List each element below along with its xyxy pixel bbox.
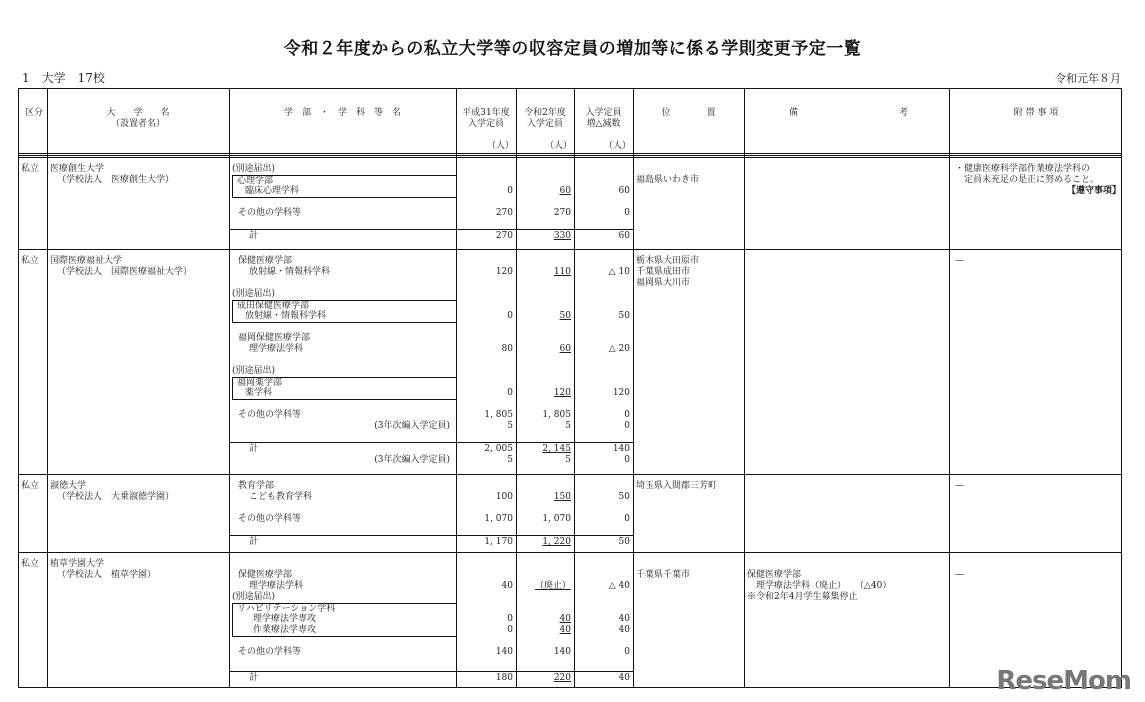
notes-line: 定員未充足の是正に努めること。 <box>955 175 1100 185</box>
r2-value: 60 <box>559 186 571 196</box>
r2-capacity <box>516 481 574 492</box>
dept-label: こども教育学科 <box>249 492 313 502</box>
h31-capacity: 80 <box>501 344 513 354</box>
header-univ-sub: （設置者名） <box>110 119 165 129</box>
h31-capacity: 0 <box>507 625 513 635</box>
h31-capacity: 0 <box>507 186 513 196</box>
founder-name: （学校法人 大乗淑徳学園） <box>57 492 175 502</box>
dept-lines <box>229 256 633 432</box>
dept-label: 理学療法学科 <box>249 581 304 591</box>
founder-name: （学校法人 医療創生大学） <box>57 175 175 185</box>
dept-line <box>229 614 633 625</box>
dept-line <box>229 444 633 455</box>
capacity-change: 50 <box>618 492 630 502</box>
dept-label <box>229 559 456 570</box>
dept-line <box>229 492 633 503</box>
notes <box>955 256 1121 267</box>
r2-value: 60 <box>559 344 571 354</box>
r2-capacity <box>516 278 574 289</box>
r2-value: 1, 805 <box>542 410 571 420</box>
unit-label: （人） <box>544 141 572 151</box>
r2-value: 220 <box>553 673 571 683</box>
h31-capacity <box>456 278 516 289</box>
category: 私立 <box>21 559 40 569</box>
capacity-change: △ 10 <box>608 267 630 277</box>
capacity-change <box>574 559 633 570</box>
dept-line <box>229 164 633 175</box>
dept-line <box>229 377 633 388</box>
header-location: 位 置 <box>661 108 716 118</box>
h31-capacity <box>456 481 516 492</box>
founder-name: （学校法人 植草学園） <box>57 570 157 580</box>
notes-line: — <box>955 481 964 491</box>
dept-line <box>229 355 633 366</box>
dept-line <box>229 208 633 219</box>
dept-line <box>229 278 633 289</box>
r2-capacity <box>516 570 574 581</box>
r2-capacity <box>516 322 574 333</box>
capacity-change: 0 <box>624 421 630 431</box>
dept-line <box>229 322 633 333</box>
r2-capacity <box>516 366 574 377</box>
dept-label: 薬学科 <box>245 388 273 398</box>
total-block <box>229 442 633 474</box>
h31-capacity: 180 <box>495 673 513 683</box>
header-h31-b: 入学定員 <box>467 119 504 129</box>
dept-label: 心理学部 <box>237 176 274 186</box>
r2-capacity <box>516 455 574 466</box>
h31-capacity: 40 <box>501 581 513 591</box>
university-row <box>19 249 1121 474</box>
h31-capacity <box>456 289 516 300</box>
university-name: 淑徳大学 <box>50 481 87 491</box>
dept-line <box>229 537 633 548</box>
dept-label: 保健医療学部 <box>238 256 293 266</box>
notes <box>955 481 1121 492</box>
dept-line <box>229 581 633 592</box>
r2-capacity <box>516 208 574 219</box>
r2-value: （廃止） <box>534 581 571 591</box>
dept-label: 計 <box>249 673 259 683</box>
h31-capacity: 0 <box>507 614 513 624</box>
h31-capacity: 1, 805 <box>484 410 513 420</box>
dept-line <box>229 399 633 410</box>
location-line: 栃木県大田原市 <box>636 256 700 266</box>
h31-capacity: 270 <box>495 231 513 241</box>
dept-line <box>229 514 633 525</box>
notes-line: — <box>955 256 964 266</box>
dept-label: 理学療法学専攻 <box>253 614 317 624</box>
notes <box>955 164 1121 197</box>
table-header <box>19 89 1121 156</box>
h31-capacity: 100 <box>495 492 513 502</box>
r2-capacity <box>516 164 574 175</box>
location-line: 福岡県大川市 <box>636 278 691 288</box>
dept-label: 福岡薬学部 <box>237 378 283 388</box>
r2-capacity <box>516 581 574 592</box>
capacity-change <box>574 278 633 289</box>
total-block <box>229 535 633 552</box>
capacity-change: 0 <box>624 208 630 218</box>
capacity-change <box>574 399 633 410</box>
dept-label: 福岡保健医療学部 <box>238 333 311 343</box>
r2-value: 140 <box>553 647 571 657</box>
header-univ: 大 学 名 <box>106 108 170 118</box>
dept-label: 計 <box>249 231 259 241</box>
r2-capacity <box>516 592 574 603</box>
dept-label: 放射線・情報科学科 <box>249 267 331 277</box>
r2-capacity <box>516 636 574 647</box>
r2-capacity <box>516 514 574 525</box>
dept-label: 教育学部 <box>238 481 275 491</box>
dept-line <box>229 625 633 636</box>
h31-capacity <box>456 366 516 377</box>
h31-capacity <box>456 592 516 603</box>
dept-line <box>229 603 633 614</box>
r2-value: 40 <box>559 625 571 635</box>
h31-capacity: 1, 070 <box>484 514 513 524</box>
dept-line <box>229 647 633 658</box>
r2-value: 2, 145 <box>542 444 571 454</box>
category: 私立 <box>21 164 40 174</box>
r2-capacity <box>516 256 574 267</box>
capacity-change: △ 40 <box>608 581 630 591</box>
capacity-change <box>574 503 633 514</box>
remarks-line: 保健医療学部 <box>747 570 802 580</box>
r2-value: 5 <box>565 421 571 431</box>
h31-capacity <box>456 355 516 366</box>
dept-line <box>229 410 633 421</box>
capacity-change <box>574 355 633 366</box>
location-line: 千葉県成田市 <box>636 267 691 277</box>
r2-capacity <box>516 344 574 355</box>
capacity-change: 50 <box>618 311 630 321</box>
resemom-logo: ReseMom <box>996 666 1131 696</box>
dept-line <box>229 388 633 399</box>
h31-capacity <box>456 164 516 175</box>
dept-line <box>229 344 633 355</box>
h31-capacity: 0 <box>507 388 513 398</box>
h31-capacity <box>456 503 516 514</box>
total-block <box>229 671 633 688</box>
r2-value: 110 <box>553 267 571 277</box>
remarks <box>747 559 891 603</box>
dept-line <box>229 300 633 311</box>
dept-label <box>229 503 456 514</box>
r2-capacity <box>516 614 574 625</box>
r2-capacity <box>516 410 574 421</box>
dept-label <box>229 322 456 333</box>
header-dept: 学 部 ・ 学 科 等 名 <box>283 108 401 118</box>
dept-label: 臨床心理学科 <box>245 186 300 196</box>
university-name: 国際医療福祉大学 <box>50 256 123 266</box>
dept-label <box>229 399 456 410</box>
r2-capacity <box>516 289 574 300</box>
capacity-change: 0 <box>624 410 630 420</box>
university-row <box>19 552 1121 688</box>
dept-label: その他の学科等 <box>238 514 302 524</box>
capacity-change: 0 <box>624 514 630 524</box>
dept-label: リハビリテーション学科 <box>237 604 336 614</box>
dept-label: 計 <box>249 444 259 454</box>
h31-capacity <box>456 256 516 267</box>
capacity-change: 50 <box>618 537 630 547</box>
dept-label: その他の学科等 <box>238 647 302 657</box>
location <box>636 256 699 289</box>
page-title: 令和２年度からの私立大学等の収容定員の増加等に係る学則変更予定一覧 <box>283 39 862 59</box>
header-r2-b: 入学定員 <box>526 119 563 129</box>
capacity-change: 60 <box>618 186 630 196</box>
total-block <box>229 229 633 249</box>
dept-label: (3年次編入学定員) <box>374 421 450 431</box>
header-remarks-b: 考 <box>899 108 909 118</box>
r2-value: 50 <box>559 311 571 321</box>
r2-capacity <box>516 267 574 278</box>
header-category: 区分 <box>24 108 43 118</box>
r2-capacity <box>516 559 574 570</box>
dept-line <box>229 175 633 186</box>
notes-line: — <box>955 570 964 580</box>
r2-capacity <box>516 355 574 366</box>
location <box>636 559 690 581</box>
h31-capacity: 0 <box>507 311 513 321</box>
r2-value: 40 <box>559 614 571 624</box>
header-diff-a: 入学定員 <box>585 108 622 118</box>
unit-label: （人） <box>603 141 631 151</box>
h31-capacity: 5 <box>507 421 513 431</box>
notes-line <box>955 559 1121 570</box>
university-name: 植草学園大学 <box>50 559 105 569</box>
dept-label <box>229 355 456 366</box>
dept-line <box>229 197 633 208</box>
dept-line <box>229 673 633 684</box>
university-row <box>19 474 1121 552</box>
dept-label: 作業療法学専攻 <box>253 625 317 635</box>
h31-capacity <box>456 333 516 344</box>
location <box>636 175 699 186</box>
dept-line <box>229 636 633 647</box>
dept-line <box>229 231 633 242</box>
h31-capacity <box>456 570 516 581</box>
dept-label: 計 <box>249 537 259 547</box>
r2-capacity <box>516 537 574 548</box>
remarks-line: ※令和2年4月学生募集停止 <box>747 592 858 602</box>
capacity-change <box>574 197 633 208</box>
category: 私立 <box>21 481 40 491</box>
dept-label: 成田保健医療学部 <box>237 301 310 311</box>
founder-name: （学校法人 国際医療福祉大学） <box>57 267 193 277</box>
remarks-line <box>747 559 891 570</box>
capacity-change: 40 <box>618 614 630 624</box>
location-line: 埼玉県入間郡三芳町 <box>636 481 718 491</box>
dept-label: 理学療法学科 <box>249 344 304 354</box>
dept-line <box>229 267 633 278</box>
r2-value: 330 <box>553 231 571 241</box>
capacity-change <box>574 322 633 333</box>
header-notes: 附 帯 事 項 <box>1013 108 1059 118</box>
h31-capacity: 2, 005 <box>484 444 513 454</box>
university-name: 医療創生大学 <box>50 164 105 174</box>
r2-capacity <box>516 399 574 410</box>
dept-label: (別途届出) <box>232 366 276 376</box>
h31-capacity: 120 <box>495 267 513 277</box>
dept-label: 保健医療学部 <box>238 570 293 580</box>
dept-line <box>229 256 633 267</box>
header-r2-a: 令和2年度 <box>524 108 566 118</box>
r2-value: 5 <box>565 455 571 465</box>
location-line: 福島県いわき市 <box>636 175 700 185</box>
r2-capacity <box>516 492 574 503</box>
remarks-line: 理学療法学科（廃止） （△40） <box>747 581 892 591</box>
r2-capacity <box>516 647 574 658</box>
r2-value: 150 <box>553 492 571 502</box>
notes-tag: 【遵守事項】 <box>1066 186 1121 196</box>
university-row <box>19 157 1121 249</box>
section-heading: 1 大学 17校 <box>22 71 105 85</box>
h31-capacity <box>456 322 516 333</box>
dept-line <box>229 333 633 344</box>
capacity-change <box>574 570 633 581</box>
dept-label <box>229 278 456 289</box>
location-line <box>636 559 690 570</box>
dept-label: その他の学科等 <box>238 208 302 218</box>
dept-line <box>229 455 633 466</box>
h31-capacity: 140 <box>495 647 513 657</box>
capacity-change: 40 <box>618 673 630 683</box>
dept-line <box>229 186 633 197</box>
capacity-change: 60 <box>618 231 630 241</box>
capacity-change <box>574 256 633 267</box>
capacity-change <box>574 636 633 647</box>
dept-line <box>229 592 633 603</box>
dept-label: (別途届出) <box>232 164 276 174</box>
r2-value: 1, 070 <box>542 514 571 524</box>
capacity-change: 0 <box>624 455 630 465</box>
capacity-change <box>574 366 633 377</box>
r2-capacity <box>516 444 574 455</box>
unit-label: （人） <box>486 141 514 151</box>
r2-capacity <box>516 673 574 684</box>
dept-line <box>229 421 633 432</box>
h31-capacity: 5 <box>507 455 513 465</box>
capacity-change <box>574 481 633 492</box>
dept-line <box>229 570 633 581</box>
dept-line <box>229 481 633 492</box>
category: 私立 <box>21 256 40 266</box>
r2-value: 120 <box>553 388 571 398</box>
r2-capacity <box>516 333 574 344</box>
r2-capacity <box>516 421 574 432</box>
dept-lines <box>229 164 633 219</box>
r2-capacity <box>516 231 574 242</box>
notes <box>955 559 1121 581</box>
dept-line <box>229 559 633 570</box>
r2-value: 270 <box>553 208 571 218</box>
h31-capacity: 270 <box>495 208 513 218</box>
r2-capacity <box>516 503 574 514</box>
capacity-change: △ 20 <box>608 344 630 354</box>
dept-line <box>229 289 633 300</box>
capacity-change <box>574 164 633 175</box>
document-date: 令和元年８月 <box>1055 72 1121 85</box>
notes-line: ・健康医療科学部作業療法学科の <box>955 164 1091 174</box>
r2-capacity <box>516 197 574 208</box>
capacity-change: 40 <box>618 625 630 635</box>
bracket <box>232 614 456 625</box>
dept-label: 放射線・情報科学科 <box>245 311 327 321</box>
h31-capacity <box>456 399 516 410</box>
dept-line <box>229 366 633 377</box>
location-line: 千葉県千葉市 <box>636 570 691 580</box>
h31-capacity <box>456 636 516 647</box>
dept-label: (3年次編入学定員) <box>374 455 450 465</box>
dept-label <box>229 636 456 647</box>
capacity-change: 0 <box>624 647 630 657</box>
dept-label: その他の学科等 <box>238 410 302 420</box>
dept-line <box>229 311 633 322</box>
dept-lines <box>229 559 633 658</box>
dept-lines <box>229 481 633 525</box>
dept-line <box>229 503 633 514</box>
h31-capacity <box>456 197 516 208</box>
capacity-change: 120 <box>612 388 630 398</box>
dept-label <box>229 197 456 208</box>
h31-capacity <box>456 559 516 570</box>
header-h31-a: 平成31年度 <box>462 108 510 118</box>
dept-label: (別途届出) <box>232 289 276 299</box>
capacity-change <box>574 333 633 344</box>
dept-label: (別途届出) <box>232 592 276 602</box>
header-remarks-a: 備 <box>789 108 799 118</box>
location <box>636 481 717 492</box>
capacity-change <box>574 289 633 300</box>
h31-capacity: 1, 170 <box>484 537 513 547</box>
capacity-change <box>574 592 633 603</box>
university-table <box>18 88 1122 688</box>
capacity-change: 140 <box>612 444 630 454</box>
r2-value: 1, 220 <box>542 537 571 547</box>
header-diff-b: 増△減数 <box>586 119 621 129</box>
